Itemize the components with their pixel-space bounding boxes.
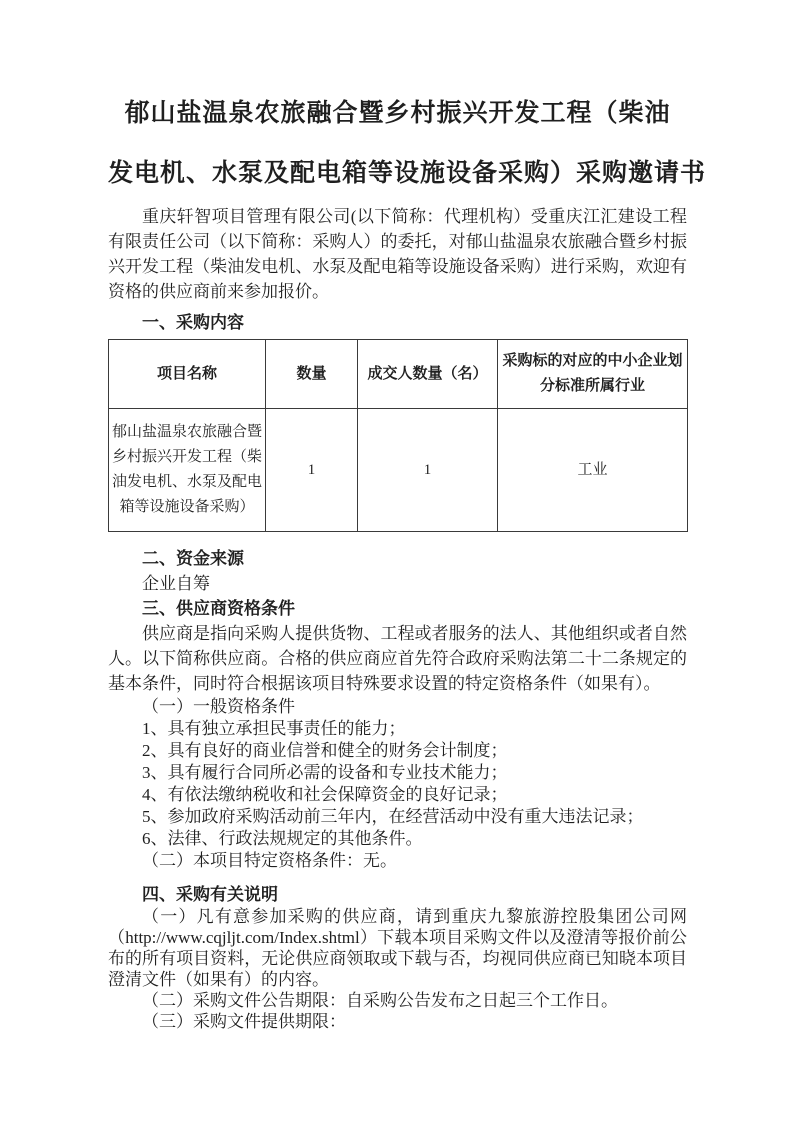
qualification-item-5: 5、参加政府采购活动前三年内，在经营活动中没有重大违法记录； [142, 807, 644, 826]
qualification-item-4: 4、有依法缴纳税收和社会保障资金的良好记录； [142, 785, 508, 804]
section-2-heading: 二、资金来源 [142, 549, 244, 568]
procurement-table-body [109, 409, 688, 532]
table-cell-industry: 工业 [498, 409, 688, 532]
document-title [108, 84, 707, 204]
procurement-note-3: （三）采购文件提供期限： [142, 1012, 346, 1031]
section-3-heading: 三、供应商资格条件 [142, 599, 295, 618]
table-header-row [109, 340, 688, 409]
section-1-heading: 一、采购内容 [142, 313, 244, 332]
table-cell-project-name: 郁山盐温泉农旅融合暨乡村振兴开发工程（柴油发电机、水泵及配电箱等设施设备采购） [109, 409, 266, 532]
qualification-item-1: 1、具有独立承担民事责任的能力； [142, 719, 406, 738]
table-cell-quantity: 1 [266, 409, 358, 532]
table-header-winner-count: 成交人数量（名） [358, 340, 498, 409]
specific-qualification-line: （二）本项目特定资格条件：无。 [142, 851, 397, 870]
intro-paragraph: 重庆轩智项目管理有限公司(以下简称：代理机构）受重庆江汇建设工程有限责任公司（以下简称：采购人）的委托，对郁山盐温泉农旅融合暨乡村振兴开发工程（柴油发电机、水泵及配电箱等设施设备采购）进行采购，欢迎有资格的供应商前来参加报价。 [108, 207, 687, 301]
procurement-note-1: （一）凡有意参加采购的供应商，请到重庆九黎旅游控股集团公司网（http://www.cqjljt.com/Index.shtml）下载本项目采购文件以及澄清等报价前公布的所有项目资料，无论供应商领取或下载与否，均视同供应商已知晓本项目澄清文件（如果有）的内容。 [108, 907, 687, 989]
procurement-table-header [109, 340, 688, 409]
procurement-table [108, 339, 688, 532]
table-header-industry: 采购标的对应的中小企业划分标准所属行业 [498, 340, 688, 409]
qualification-item-6: 6、法律、行政法规规定的其他条件。 [142, 829, 423, 848]
document-content [108, 0, 707, 1032]
table-cell-winner-count: 1 [358, 409, 498, 532]
table-header-project-name: 项目名称 [109, 340, 266, 409]
general-qualification-heading: （一）一般资格条件 [142, 697, 295, 716]
document-title-line-1: 郁山盐温泉农旅融合暨乡村振兴开发工程（柴油 [124, 100, 671, 127]
document-title-line-2: 发电机、水泵及配电箱等设施设备采购）采购邀请书 [108, 160, 707, 187]
section-4-heading: 四、采购有关说明 [142, 885, 278, 904]
qualification-item-3: 3、具有履行合同所必需的设备和专业技术能力； [142, 763, 508, 782]
general-qualification-block [108, 696, 687, 872]
supplier-qualification-intro: 供应商是指向采购人提供货物、工程或者服务的法人、其他组织或者自然人。以下简称供应商。合格的供应商应首先符合政府采购法第二十二条规定的基本条件，同时符合根据该项目特殊要求设置的特定资格条件（如果有）。 [108, 624, 687, 693]
table-header-quantity: 数量 [266, 340, 358, 409]
table-row [109, 409, 688, 532]
funding-source-text: 企业自筹 [142, 574, 210, 593]
qualification-item-2: 2、具有良好的商业信誉和健全的财务会计制度； [142, 741, 508, 760]
procurement-note-2: （二）采购文件公告期限：自采购公告发布之日起三个工作日。 [142, 991, 618, 1010]
